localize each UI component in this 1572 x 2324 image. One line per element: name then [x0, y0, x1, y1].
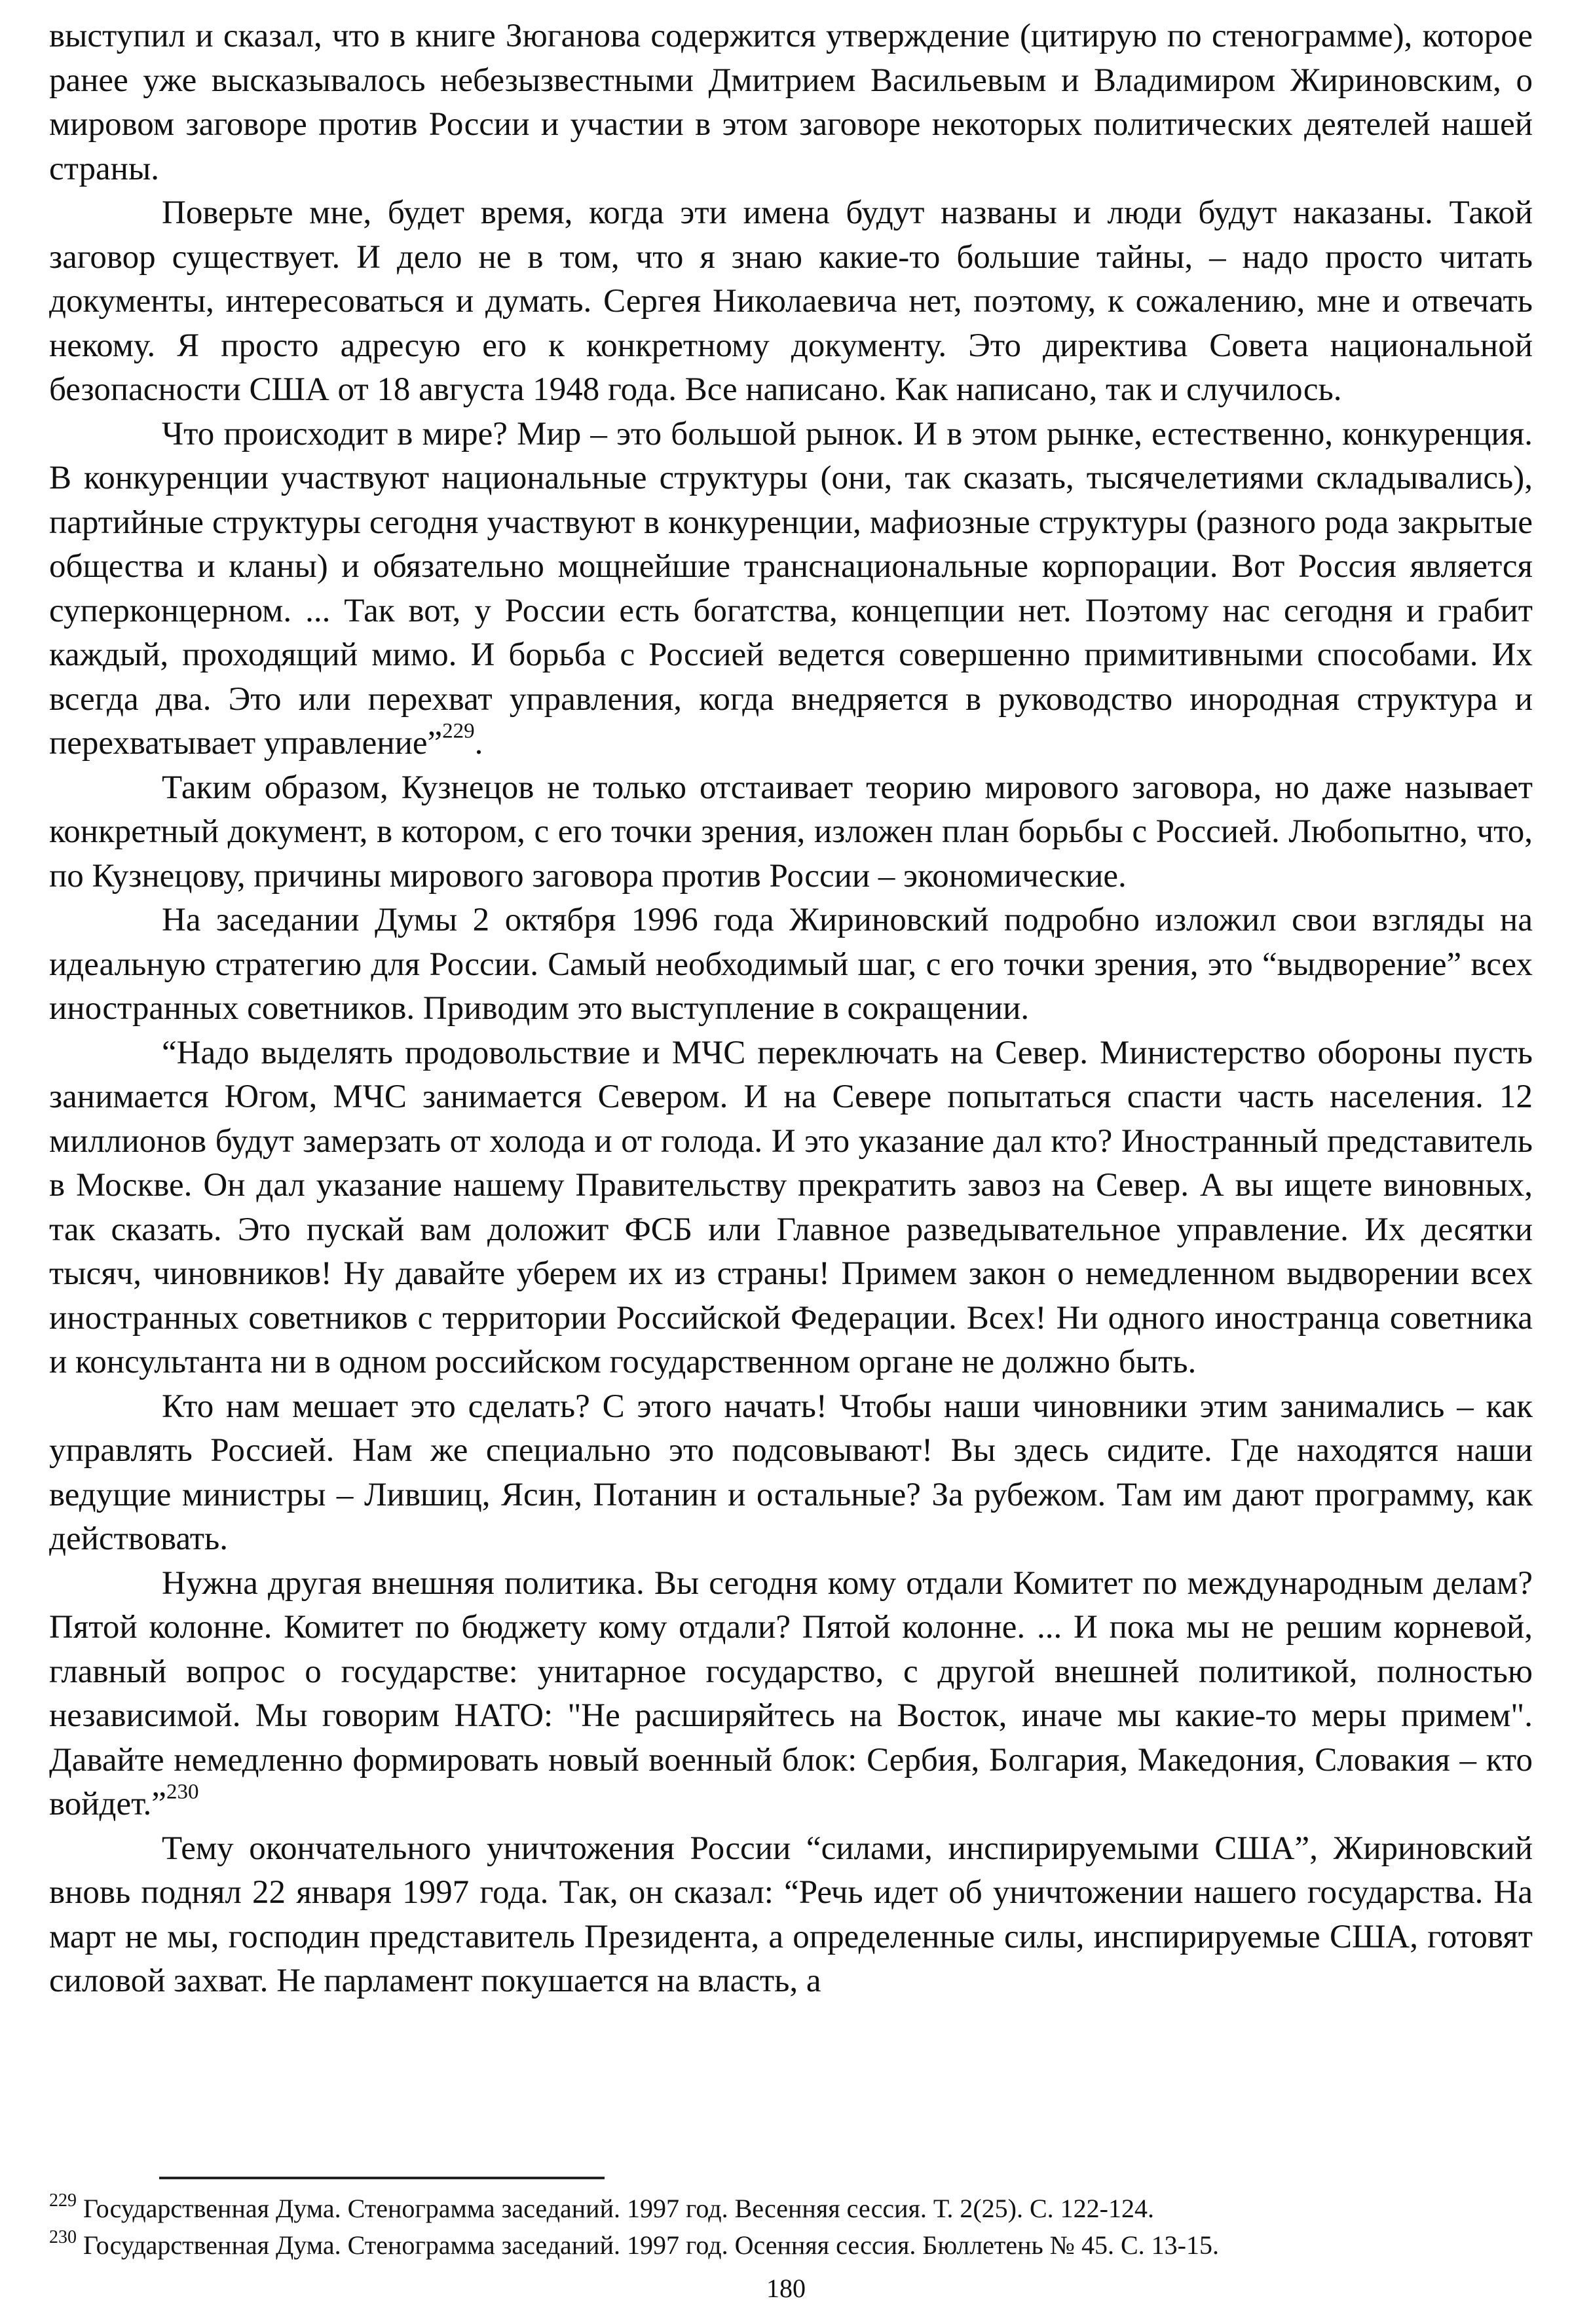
paragraph-2: Поверьте мне, будет время, когда эти имена будут названы и люди будут наказаны. Такой заговор существует. И дело не в том, что я знаю какие-то большие тайны, – надо просто читать документы, интересоваться и думать. Сергея Николаевича нет, поэтому, к сожалению, мне и отвечать некому. Я просто адресую его к конкретному документу. Это директива Совета национальной безопасности США от 18 августа 1948 года. Все написано. Как написано, так и случилось.	[49, 194, 1533, 408]
page-body	[49, 14, 1533, 2004]
footnote-text: Государственная Дума. Стенограмма заседаний. 1997 год. Осенняя сессия. Бюллетень № 45. С. 13-15.	[77, 2230, 1219, 2260]
footnote-229	[49, 2190, 1533, 2227]
paragraph-8: Нужна другая внешняя политика. Вы сегодня кому отдали Комитет по международным делам? Пятой колонне. Комитет по бюджету кому отдали? Пятой колонне. ... И пока мы не решим корневой, главный вопрос о государстве: унитарное государство, с другой внешней политикой, полностью независимой. Мы говорим НАТО: "Не расширяйтесь на Восток, иначе мы какие-то меры примем". Давайте немедленно формировать новый военный блок: Сербия, Болгария, Македония, Словакия – кто войдет.”$^{230}$	[49, 1564, 1533, 1822]
paragraph-1: выступил и сказал, что в книге Зюганова содержится утверждение (цитирую по стенограмме), которое ранее уже высказывалось небезызвестными Дмитрием Васильевым и Владимиром Жириновским, о мировом заговоре против России и участии в этом заговоре некоторых политических деятелей нашей страны.	[49, 18, 1533, 187]
footnote-number: 230	[49, 2227, 77, 2248]
footnote-text: Государственная Дума. Стенограмма заседаний. 1997 год. Весенняя сессия. Т. 2(25). С. 122-124.	[77, 2194, 1154, 2223]
footnote-ref-229[interactable]: 229	[442, 719, 475, 743]
page-number: 180	[766, 2274, 806, 2303]
footnote-230	[49, 2227, 1533, 2264]
paragraph-7: Кто нам мешает это сделать? С этого начать! Чтобы наши чиновники этим занимались – как управлять Россией. Нам же специально это подсовывают! Вы здесь сидите. Где находятся наши ведущие министры – Лившиц, Ясин, Потанин и остальные? За рубежом. Там им дают программу, как действовать.	[49, 1388, 1533, 1557]
paragraph-4: Таким образом, Кузнецов не только отстаивает теорию мирового заговора, но даже называет конкретный документ, в котором, с его точки зрения, изложен план борьбы с Россией. Любопытно, что, по Кузнецову, причины мирового заговора против России – экономические.	[49, 769, 1533, 895]
paragraph-5: На заседании Думы 2 октября 1996 года Жириновский подробно изложил свои взгляды на идеальную стратегию для России. Самый необходимый шаг, с его точки зрения, это “выдворение” всех иностранных советников. Приводим это выступление в сокращении.	[49, 902, 1533, 1027]
paragraph-9: Тему окончательного уничтожения России “силами, инспирируемыми США”, Жириновский вновь поднял 22 января 1997 года. Так, он сказал: “Речь идет об уничтожении нашего государства. На март не мы, господин представитель Президента, а определенные силы, инспирируемые США, готовят силовой захват. Не парламент покушается на власть, а	[49, 1830, 1533, 1999]
footnote-number: 229	[49, 2190, 77, 2211]
footnotes	[49, 2190, 1533, 2264]
paragraph-3: Что происходит в мире? Мир – это большой рынок. И в этом рынке, естественно, конкуренция. В конкуренции участвуют национальные структуры (они, так сказать, тысячелетиями складывались), партийные структуры сегодня участвуют в конкуренции, мафиозные структуры (разного рода закрытые общества и кланы) и обязательно мощнейшие транснациональные корпорации. Вот Россия является суперконцерном. ... Так вот, у России есть богатства, концепции нет. Поэтому нас сегодня и грабит каждый, проходящий мимо. И борьба с Россией ведется совершенно примитивными способами. Их всегда два. Это или перехват управления, когда внедряется в руководство инородная структура и перехватывает управление”$^{229}$.	[49, 415, 1533, 762]
footnote-divider	[159, 2177, 605, 2179]
footnote-ref-230[interactable]: 230	[166, 1780, 199, 1804]
paragraph-6-quote: “Надо выделять продовольствие и МЧС переключать на Север. Министерство обороны пусть занимается Югом, МЧС занимается Севером. И на Севере попытаться спасти часть населения. 12 миллионов будут замерзать от холода и от голода. И это указание дал кто? Иностранный представитель в Москве. Он дал указание нашему Правительству прекратить завоз на Север. А вы ищете виновных, так сказать. Это пускай вам доложит ФСБ или Главное разведывательное управление. Их десятки тысяч, чиновников! Ну давайте уберем их из страны! Примем закон о немедленном выдворении всех иностранных советников с территории Российской Федерации. Всех! Ни одного иностранца советника и консультанта ни в одном российском государственном органе не должно быть.	[49, 1034, 1533, 1380]
